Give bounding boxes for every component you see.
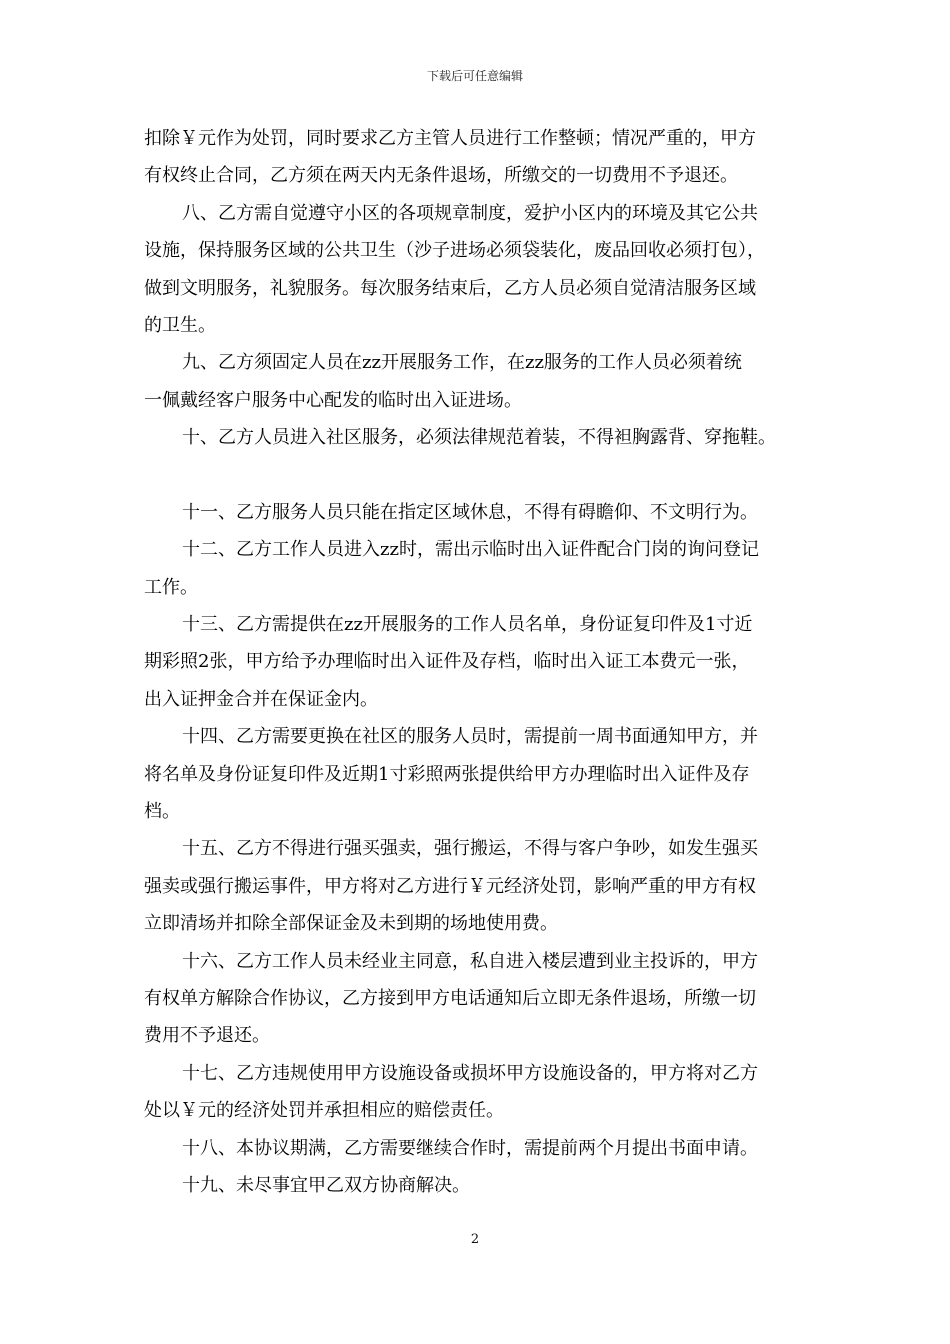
- text-line: 十三、乙方需提供在zz开展服务的工作人员名单，身份证复印件及1寸近: [182, 614, 753, 636]
- text-line: 八、乙方需自觉遵守小区的各项规章制度，爱护小区内的环境及其它公共: [182, 202, 758, 224]
- text-line: 十一、乙方服务人员只能在指定区域休息，不得有碍瞻仰、不文明行为。: [182, 501, 758, 523]
- text-line: 期彩照2张，甲方给予办理临时出入证件及存档，临时出入证工本费元一张，: [144, 651, 750, 673]
- text-line: 工作。: [144, 576, 198, 598]
- text-line: 处以￥元的经济处罚并承担相应的赔偿责任。: [144, 1100, 504, 1122]
- text-line: 档。: [144, 801, 180, 823]
- text-line: 费用不予退还。: [144, 1025, 270, 1047]
- text-line: 的卫生。: [144, 314, 216, 336]
- text-line: 十二、乙方工作人员进入zz时，需出示临时出入证件配合门岗的询问登记: [182, 539, 759, 561]
- text-line: 十四、乙方需要更换在社区的服务人员时，需提前一周书面通知甲方，并: [182, 726, 758, 748]
- text-line: 九、乙方须固定人员在zz开展服务工作，在zz服务的工作人员必须着统: [182, 352, 742, 374]
- text-line: 十五、乙方不得进行强买强卖，强行搬运，不得与客户争吵，如发生强买: [182, 838, 758, 860]
- text-line: 扣除￥元作为处罚，同时要求乙方主管人员进行工作整顿；情况严重的，甲方: [144, 128, 756, 149]
- text-line: 出入证押金合并在保证金内。: [144, 688, 378, 710]
- text-line: 十八、本协议期满，乙方需要继续合作时，需提前两个月提出书面申请。: [182, 1137, 758, 1159]
- text-line: 强卖或强行搬运事件，甲方将对乙方进行￥元经济处罚，影响严重的甲方有权: [144, 875, 756, 897]
- text-line: 设施，保持服务区域的公共卫生（沙子进场必须袋装化，废品回收必须打包），: [144, 240, 765, 262]
- page-number: 2: [470, 1232, 480, 1247]
- blank-line: [144, 457, 812, 494]
- text-line: 做到文明服务，礼貌服务。每次服务结束后，乙方人员必须自觉清洁服务区域: [144, 277, 756, 299]
- text-line: 十六、乙方工作人员未经业主同意，私自进入楼层遭到业主投诉的，甲方: [182, 950, 758, 972]
- text-line: 立即清场并扣除全部保证金及未到期的场地使用费。: [144, 913, 558, 935]
- text-line: 十、乙方人员进入社区服务，必须法律规范着装，不得袒胸露背、穿拖鞋。: [182, 427, 776, 449]
- text-line: 有权终止合同，乙方须在两天内无条件退场，所缴交的一切费用不予退还。: [144, 165, 738, 187]
- text-line: 十九、未尽事宜甲乙双方协商解决。: [182, 1174, 470, 1196]
- document-body: [144, 120, 812, 1204]
- text-line: 十七、乙方违规使用甲方设施设备或损坏甲方设施设备的，甲方将对乙方: [182, 1062, 758, 1084]
- text-line: 一佩戴经客户服务中心配发的临时出入证进场。: [144, 389, 522, 411]
- text-line: 将名单及身份证复印件及近期1寸彩照两张提供给甲方办理临时出入证件及存: [144, 763, 750, 785]
- page-header: 下载后可任意编辑: [426, 69, 523, 83]
- text-line: 有权单方解除合作协议，乙方接到甲方电话通知后立即无条件退场，所缴一切: [144, 987, 756, 1009]
